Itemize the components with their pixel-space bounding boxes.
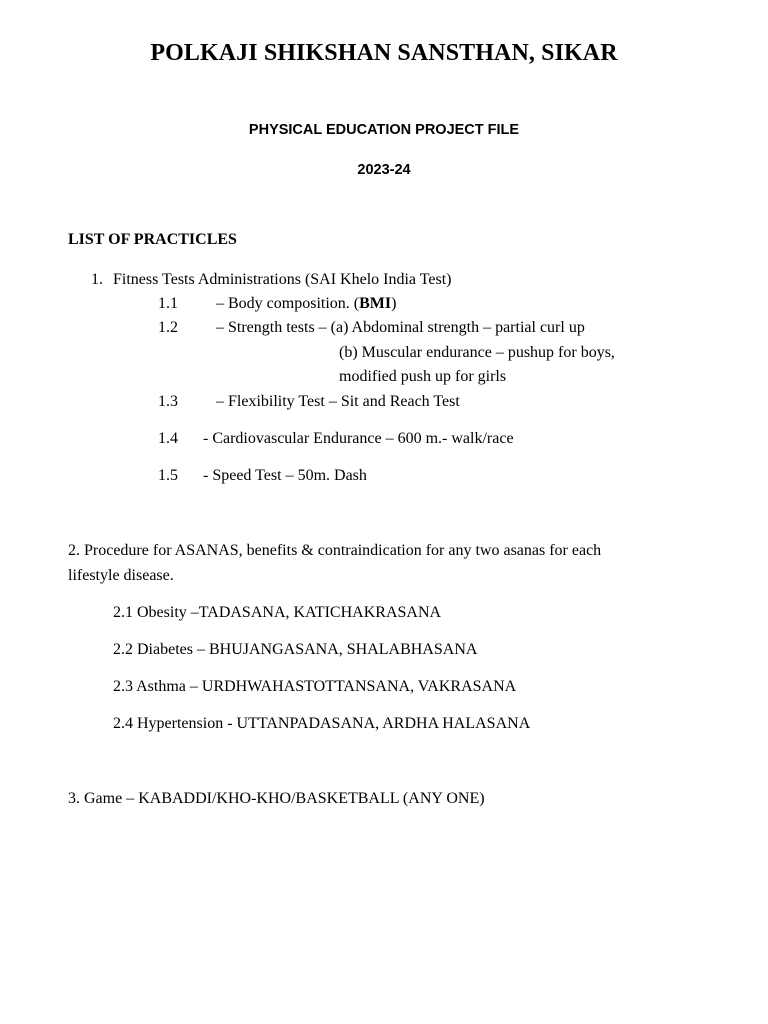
section-3-game: 3. Game – KABADDI/KHO-KHO/BASKETBALL (ANY ONE): [68, 790, 485, 807]
institution-title: POLKAJI SHIKSHAN SANSTHAN, SIKAR: [150, 40, 618, 66]
item-1-1-number: 1.1: [158, 295, 178, 312]
item-1-1-text-a: – Body composition. (: [216, 295, 360, 312]
item-2-1: 2.1 Obesity –TADASANA, KATICHAKRASANA: [113, 604, 442, 621]
item-1-1-text-b: ): [391, 295, 397, 312]
item-1-5-text: - Speed Test – 50m. Dash: [203, 467, 367, 484]
bmi-label: BMI: [359, 295, 392, 312]
item-2-2: 2.2 Diabetes – BHUJANGASANA, SHALABHASANA: [113, 641, 478, 658]
item-2-3: 2.3 Asthma – URDHWAHASTOTTANSANA, VAKRASANA: [113, 678, 517, 695]
project-title: PHYSICAL EDUCATION PROJECT FILE: [248, 122, 520, 138]
item-1-3-text: – Flexibility Test – Sit and Reach Test: [216, 393, 460, 410]
section-2-title-line-1: 2. Procedure for ASANAS, benefits & contraindication for any two asanas for each: [68, 542, 602, 559]
item-1-4-number: 1.4: [158, 430, 178, 447]
item-1-3-number: 1.3: [158, 393, 178, 410]
item-1-1-text: [216, 294, 396, 314]
item-1-2-number: 1.2: [158, 319, 178, 336]
item-1-5-number: 1.5: [158, 467, 178, 484]
section-1-title: Fitness Tests Administrations (SAI Khelo India Test): [113, 271, 452, 288]
list-heading: LIST OF PRACTICLES: [68, 231, 237, 248]
item-1-2-continuation-1: (b) Muscular endurance – pushup for boys,: [339, 344, 615, 361]
item-1-2-text: – Strength tests – (a) Abdominal strength – partial curl up: [216, 319, 585, 336]
academic-year: 2023-24: [357, 162, 411, 178]
item-1-2-continuation-2: modified push up for girls: [339, 368, 507, 385]
section-2-title-line-2: lifestyle disease.: [68, 567, 174, 584]
item-2-4: 2.4 Hypertension - UTTANPADASANA, ARDHA HALASANA: [113, 715, 531, 732]
item-1-4-text: - Cardiovascular Endurance – 600 m.- walk/race: [203, 430, 514, 447]
section-1-number: 1.: [91, 271, 103, 288]
